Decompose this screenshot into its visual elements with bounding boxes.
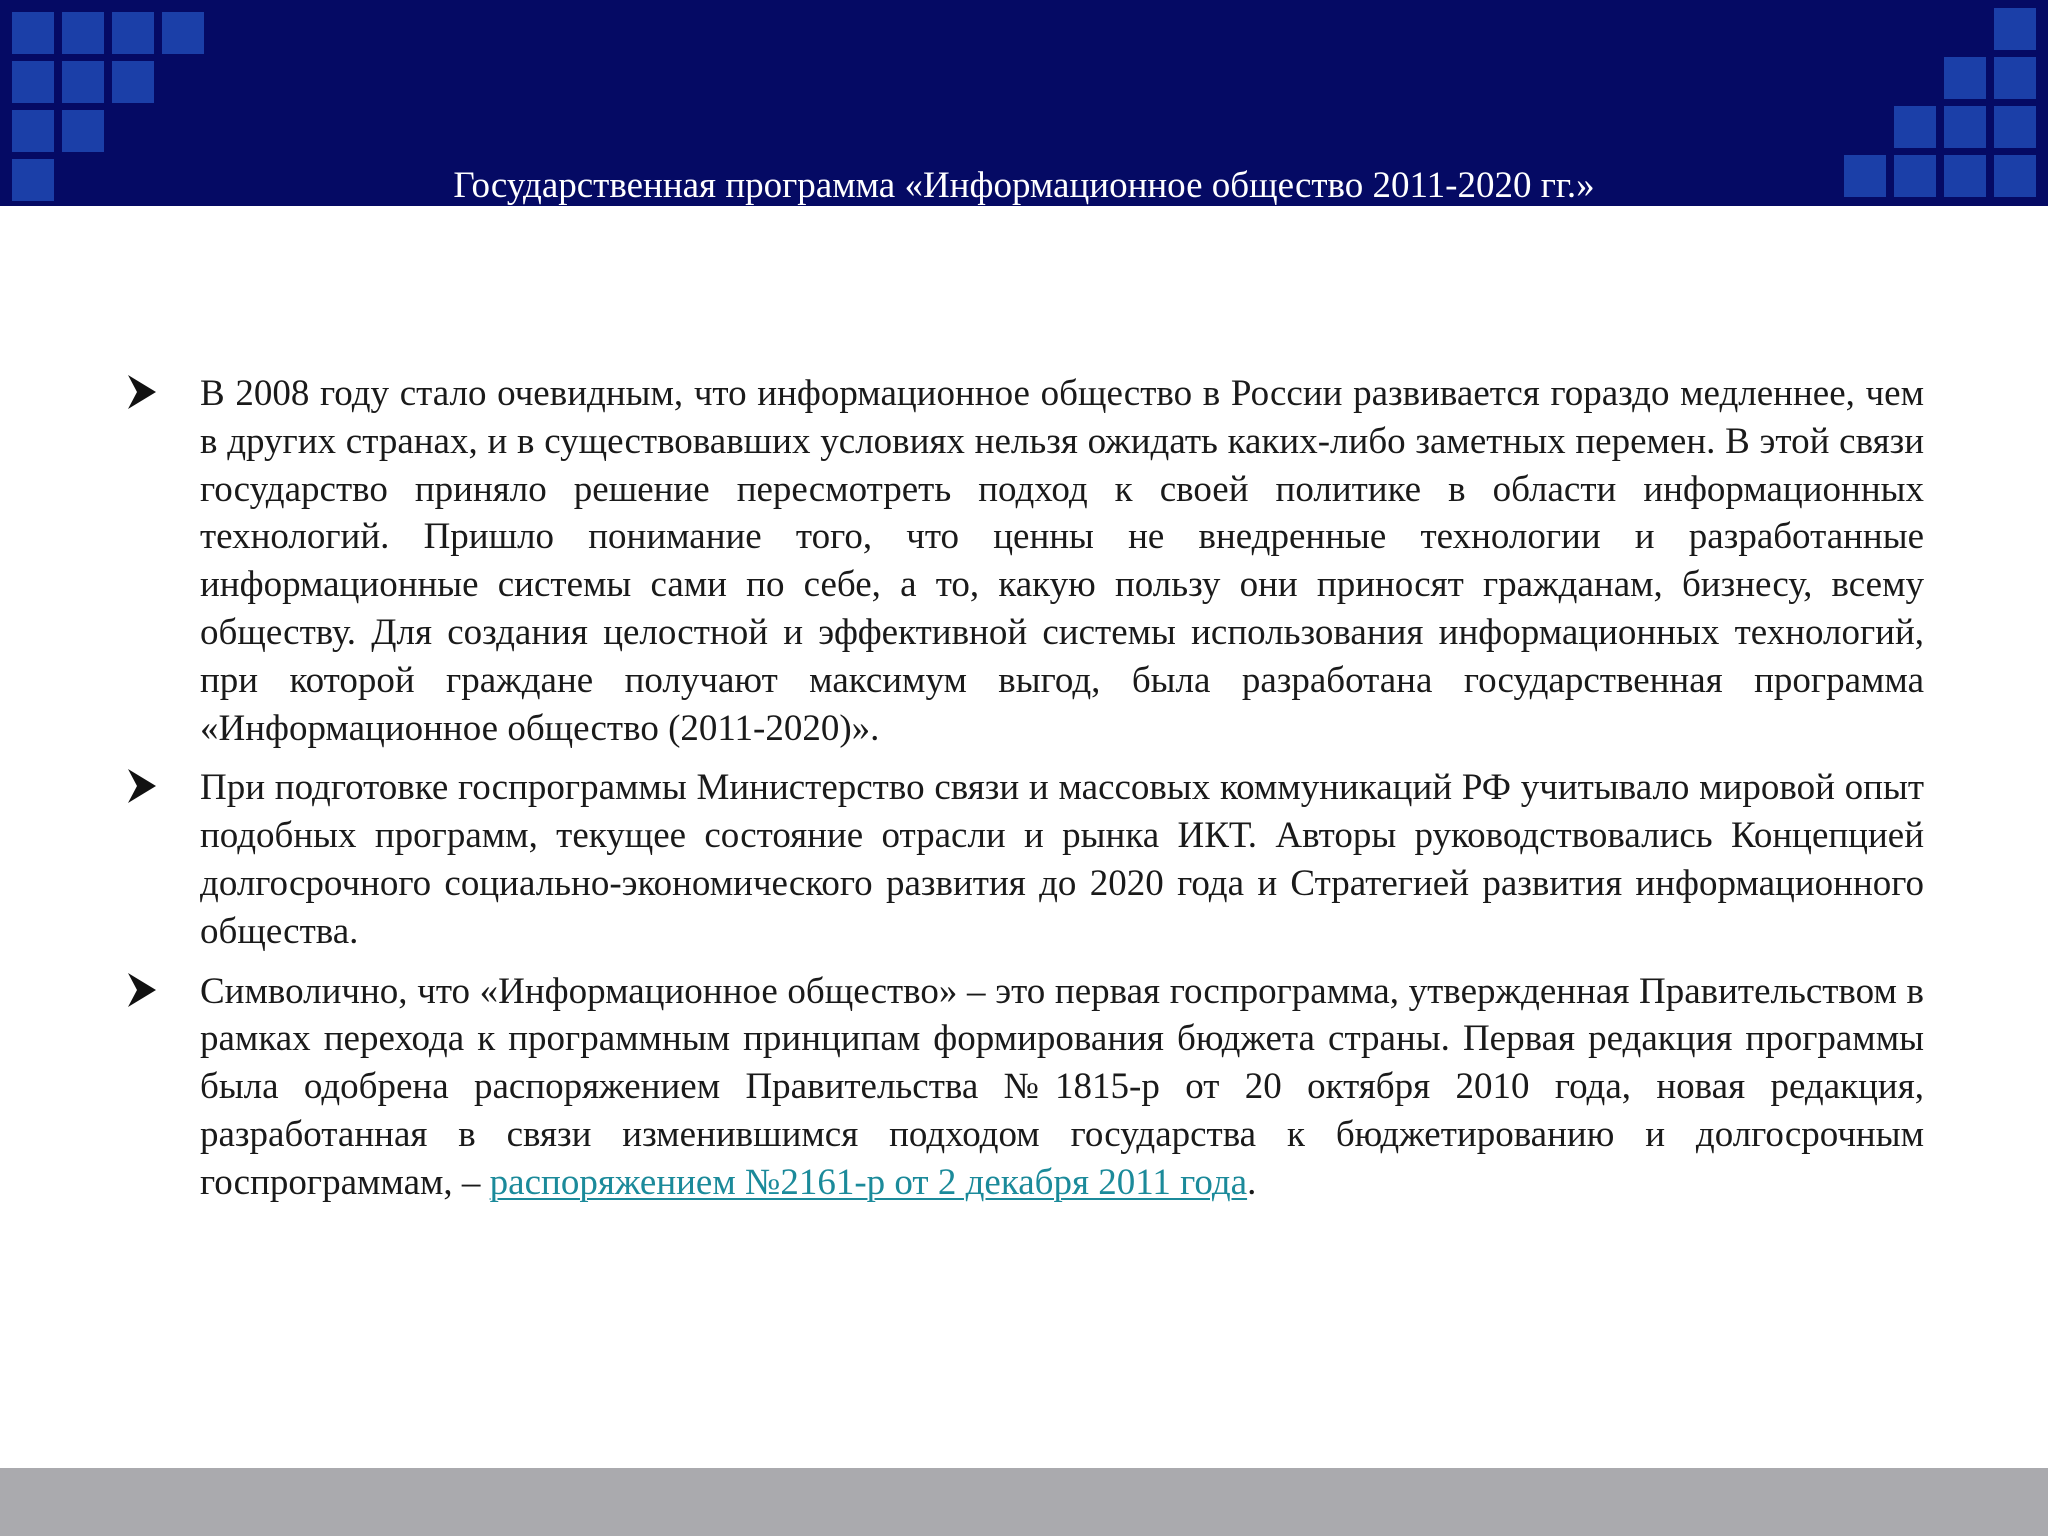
decor-square — [162, 12, 204, 54]
bullet-item — [200, 370, 1924, 752]
decor-square — [62, 61, 104, 103]
decor-square — [12, 110, 54, 152]
decor-square — [112, 61, 154, 103]
decor-square — [1994, 8, 2036, 50]
bullet-text: При подготовке госпрограммы Министерство связи и массовых коммуникаций РФ учитывало мировой опыт подобных программ, текущее состояние отрасли и рынка ИКТ. Авторы руководствовались Концепцией долгосрочного социально-экономического развития до 2020 года и Стратегией развития информационного общества. — [200, 767, 1924, 952]
arrowhead-bullet-icon — [125, 766, 159, 806]
arrowhead-bullet-icon — [125, 970, 159, 1010]
decor-square — [112, 12, 154, 54]
slide-title: Государственная программа «Информационное общество 2011-2020 гг.» — [453, 165, 1595, 206]
decor-square — [1944, 57, 1986, 99]
arrowhead-bullet-icon — [125, 372, 159, 412]
decor-square — [12, 12, 54, 54]
decor-square — [12, 61, 54, 103]
bullet-text: Символично, что «Информационное общество» – это первая госпрограмма, утвержденная Правительством в рамках перехода к программным принципам формирования бюджета страны. Первая редакция программы была одобрена распоряжением Правительства №1815-р от 20 октября 2010 года, новая редакция, разработанная в связи изменившимся подходом государства к бюджетированию и долгосрочным госпрограммам, – — [200, 970, 1924, 1203]
decor-square — [1994, 57, 2036, 99]
bullet-item — [200, 764, 1924, 955]
bullet-item — [200, 968, 1924, 1207]
decree-link[interactable]: распоряжением №2161-р от 2 декабря 2011 года — [489, 1161, 1248, 1203]
bullet-text: В 2008 году стало очевидным, что информационное общество в России развивается гораздо медленнее, чем в других странах, и в существовавших условиях нельзя ожидать каких-либо заметных перемен. В этой связи государство приняло решение пересмотреть подход к своей политике в области информационных технологий. Пришло понимание того, что ценны не внедренные технологии и разработанные информационные системы сами по себе, а то, какую пользу они приносят гражданам, бизнесу, всему обществу. Для создания целостной и эффективной системы использования информационных технологий, при которой граждане получают максимум выгод, была разработана государственная программа «Информационное общество (2011-2020)». — [200, 373, 1924, 749]
bullet-list — [200, 370, 1924, 1219]
decor-square — [1994, 106, 2036, 148]
bullet-text-end: . — [1247, 1161, 1257, 1203]
decor-square — [1894, 106, 1936, 148]
footer-bar — [0, 1468, 2048, 1536]
decor-square — [1944, 106, 1986, 148]
decor-square — [62, 12, 104, 54]
decor-square — [62, 110, 104, 152]
